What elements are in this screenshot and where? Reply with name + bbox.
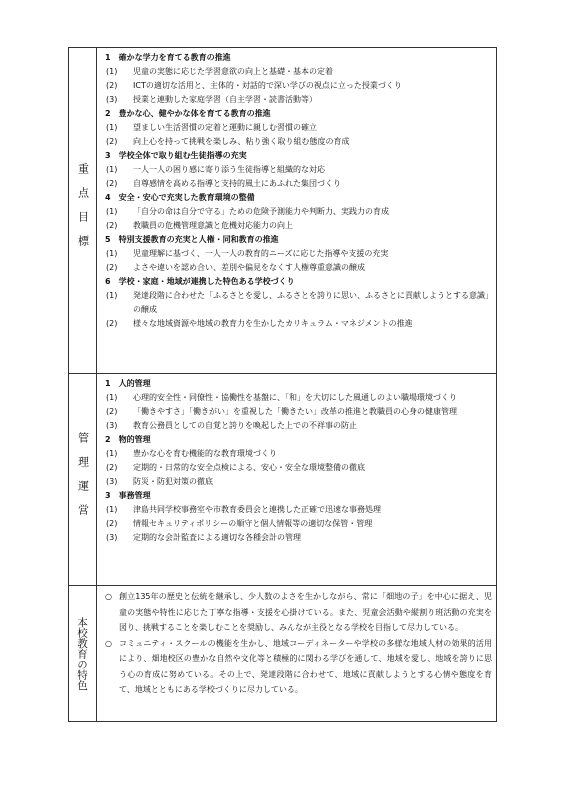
goal-group [97,51,496,107]
management-group-title: 1 人的管理 [105,379,151,388]
goal-item [97,261,496,275]
goals-row [69,48,496,373]
item-number: (2) [106,319,118,328]
management-heading: 管理運営 [76,431,90,528]
item-number: (1) [106,505,118,514]
management-body [97,374,496,585]
item-text: 向上心を持って挑戦を楽しみ、粘り強く取り組む態度の育成 [133,137,350,146]
feature-text: 創立135年の歴史と伝統を継承し、少人数のよさを生かしながら、常に「畑地の子」を中心に据え、児童の実態や特性に応じた丁寧な指導・支援を心掛けている。また、児童会活動や縦割り班活動の充実を図り、挑戦することを楽しむことを奨励し、みんなが主役となる学校を目指して尽力している。 [119,592,492,632]
feature-paragraph [97,589,496,636]
goal-item [97,247,496,261]
item-text: 定期的な会計監査による適切な各種会計の管理 [133,533,301,542]
goals-heading: 重点目標 [76,162,90,259]
item-number: (2) [106,137,118,146]
goal-item [97,289,496,317]
circle-bullet-icon: ○ [105,592,112,601]
goal-group [97,233,496,275]
goal-item [97,121,496,135]
item-number: (1) [106,67,118,76]
goals-heading-cell [69,48,97,373]
item-text: 「自分の命は自分で守る」ための危険予測能力や判断力、実践力の育成 [133,207,389,216]
goal-group-title: 6 学校・家庭・地域が連携した特色ある学校づくり [105,277,295,286]
goal-group [97,191,496,233]
item-number: (1) [106,123,118,132]
item-number: (2) [106,81,118,90]
item-text: ICTの適切な活用と、主体的・対話的で深い学びの視点に立った授業づくり [133,81,402,90]
item-number: (3) [106,421,118,430]
item-number: (3) [106,95,118,104]
features-row [69,585,496,721]
feature-text: コミュニティ・スクールの機能を生かし、地域コーディネーターや学校の多様な地域人材の効果的活用により、畑地校区の豊かな自然や文化等と積極的に関わる学びを通して、地域を愛し、地域を誇りに思う心の育成に努めている。その上で、発達段階に合わせて、地域に貢献しようとする心情や態度を育て、地域とともにある学校づくりに尽力している。 [119,638,492,694]
management-item [97,419,496,433]
feature-paragraph [97,636,496,698]
item-text: 定期的・日常的な安全点検による、安心・安全な環境整備の徹底 [133,463,365,472]
management-item [97,391,496,405]
management-group [97,377,496,433]
item-text: 児童理解に基づく、一人一人の教育的ニーズに応じた指導や支援の充実 [133,249,389,258]
goal-item [97,205,496,219]
management-group [97,489,496,545]
item-text: 授業と連動した家庭学習（自主学習・読書活動等） [133,95,317,104]
item-number: (2) [106,407,118,416]
item-text: よさや違いを認め合い、差別や偏見をなくす人権尊重意識の醸成 [133,263,365,272]
management-item [97,475,496,489]
item-number: (1) [106,449,118,458]
goal-group [97,149,496,191]
goal-group [97,107,496,149]
management-group [97,433,496,489]
plan-table [68,47,497,722]
management-item [97,405,496,419]
goal-item [97,93,496,107]
item-text: 津島共同学校事務室や市教育委員会と連携した正確で迅速な事務処理 [133,505,381,514]
item-text: 「働きやすさ」「働きがい」を重視した「働きたい」改革の推進と教職員の心身の健康管理 [133,407,457,416]
item-text: 教職員の危機管理意識と危機対応能力の向上 [133,221,293,230]
item-text: 心理的安全性・同僚性・協働性を基盤に、「和」を大切にした風通しのよい職場環境づくり [133,393,457,402]
item-number: (1) [106,393,118,402]
goal-group-title: 1 確かな学力を育てる教育の推進 [105,53,231,62]
goal-group-title: 2 豊かな心、健やかな体を育てる教育の推進 [105,109,271,118]
management-item [97,517,496,531]
goal-item [97,219,496,233]
item-text: 児童の実態に応じた学習意欲の向上と基礎・基本の定着 [133,67,333,76]
management-group-title: 3 事務管理 [105,491,151,500]
item-number: (1) [106,249,118,258]
item-text: 望ましい生活習慣の定着と運動に親しむ習慣の確立 [133,123,317,132]
goal-group-title: 5 特別支援教育の充実と人権・同和教育の推進 [105,235,279,244]
item-text: 一人一人の困り感に寄り添う生徒指導と組織的な対応 [133,165,325,174]
item-number: (2) [106,179,118,188]
management-item [97,531,496,545]
goal-item [97,65,496,79]
goal-item [97,163,496,177]
goal-item [97,79,496,93]
item-text: 防災・防犯対策の徹底 [133,477,213,486]
management-group-title: 2 物的管理 [105,435,151,444]
item-number: (3) [106,477,118,486]
features-heading: 本校教育の特色 [76,616,88,691]
item-text: 様々な地域資源や地域の教育力を生かしたカリキュラム・マネジメントの推進 [133,319,413,328]
management-item [97,503,496,517]
item-text: 豊かな心を育む機能的な教育環境づくり [133,449,277,458]
item-text: 教育公務員としての自覚と誇りを喚起した上での不祥事の防止 [133,421,357,430]
management-item [97,461,496,475]
item-text: 情報セキュリティポリシーの順守と個人情報等の適切な保管・管理 [133,519,373,528]
features-body [97,586,496,721]
item-number: (1) [106,291,118,300]
item-number: (2) [106,221,118,230]
management-row [69,373,496,585]
item-number: (2) [106,463,118,472]
goal-group-title: 3 学校全体で取り組む生徒指導の充実 [105,151,247,160]
circle-bullet-icon: ○ [105,638,112,648]
management-item [97,447,496,461]
goals-body [97,48,496,373]
goal-item [97,317,496,331]
item-number: (1) [106,207,118,216]
item-number: (2) [106,519,118,528]
item-number: (1) [106,165,118,174]
item-number: (3) [106,533,118,542]
goal-group [97,275,496,331]
goal-group-title: 4 安全・安心で充実した教育環境の整備 [105,193,255,202]
features-heading-cell [69,586,97,721]
management-heading-cell [69,374,97,585]
item-text: 自尊感情を高める指導と支持的風土にあふれた集団づくり [133,179,341,188]
item-text: 発達段階に合わせた「ふるさとを愛し、ふるさとを誇りに思い、ふるさとに貢献しようとする意識」の醸成 [133,291,493,314]
goal-item [97,177,496,191]
item-number: (2) [106,263,118,272]
goal-item [97,135,496,149]
